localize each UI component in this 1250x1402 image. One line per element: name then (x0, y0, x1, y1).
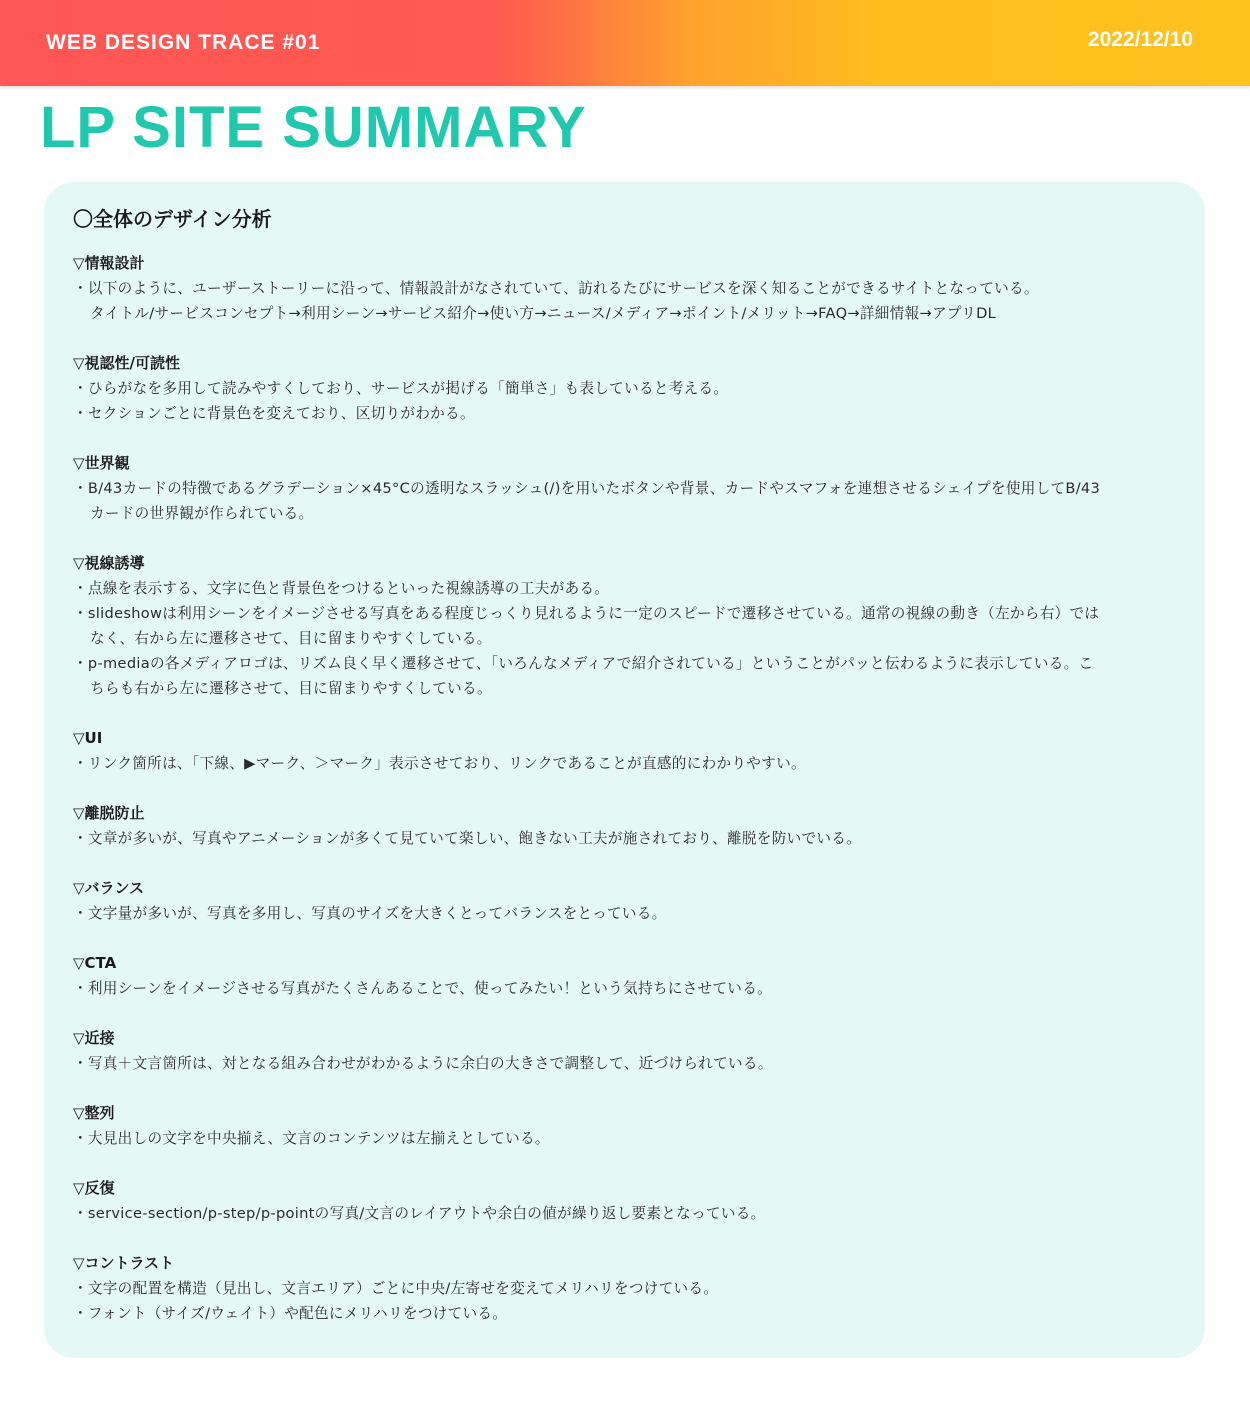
bullet-item: ・大見出しの文字を中央揃え、文言のコンテンツは左揃えとしている。 (73, 1130, 550, 1147)
section-title: ▽CTA (73, 954, 117, 972)
bullet-item: ・フォント（サイズ/ウェイト）や配色にメリハリをつけている。 (73, 1305, 508, 1322)
analysis-section (73, 1251, 1181, 1326)
bullet-item: ・リンク箇所は、「下線、▶マーク、＞マーク」表示させており、リンクであることが直感的にわかりやすい。 (73, 755, 806, 772)
bullet-item: ・利用シーンをイメージさせる写真がたくさんあることで、使ってみたい！という気持ちにさせている。 (73, 980, 772, 997)
bullet-item: ・点線を表示する、文字に色と背景色をつけるといった視線誘導の工夫がある。 (73, 580, 610, 597)
section-title: ▽視認性/可読性 (73, 354, 181, 372)
bullet-item: ・写真＋文言箇所は、対となる組み合わせがわかるように余白の大きさで調整して、近づけられている。 (73, 1055, 773, 1072)
analysis-section (73, 726, 1181, 776)
section-title: ▽離脱防止 (73, 804, 145, 822)
section-title: ▽近接 (73, 1029, 115, 1047)
analysis-section (73, 351, 1181, 426)
section-title: ▽世界観 (73, 454, 130, 472)
summary-card (44, 182, 1205, 1358)
header-label: WEB DESIGN TRACE #01 (46, 31, 321, 54)
section-title: ▽コントラスト (73, 1254, 175, 1272)
bullet-item: ・p-mediaの各メディアロゴは、リズム良く早く遷移させて、「いろんなメディアで紹介されている」ということがパッと伝わるように表示している。こ (73, 655, 1094, 672)
analysis-section (73, 801, 1181, 851)
analysis-section (73, 551, 1181, 701)
header-bar (0, 0, 1250, 86)
bullet-item: ・service-section/p-step/p-pointの写真/文言のレイアウトや余白の値が繰り返し要素となっている。 (73, 1205, 766, 1222)
bullet-item: ・文字の配置を構造（見出し、文言エリア）ごとに中央/左寄せを変えてメリハリをつけている。 (73, 1280, 719, 1297)
bullet-item: ・文字量が多いが、写真を多用し、写真のサイズを大きくとってバランスをとっている。 (73, 905, 667, 922)
section-title: ▽情報設計 (73, 254, 145, 272)
bullet-continuation: ちらも右から左に遷移させて、目に留まりやすくしている。 (90, 680, 492, 697)
bullet-item: ・ひらがなを多用して読みやすくしており、サービスが掲げる「簡単さ」も表していると考える。 (73, 380, 729, 397)
bullet-continuation: タイトル/サービスコンセプト→利用シーン→サービス紹介→使い方→ニュース/メディア→ポイント/メリット→FAQ→詳細情報→アプリDL (90, 305, 997, 322)
bullet-item: ・セクションごとに背景色を変えており、区切りがわかる。 (73, 405, 475, 422)
section-title: ▽視線誘導 (73, 554, 145, 572)
analysis-section (73, 1101, 1181, 1151)
analysis-section (73, 1026, 1181, 1076)
bullet-item: ・文章が多いが、写真やアニメーションが多くて見ていて楽しい、飽きない工夫が施されており、離脱を防いでいる。 (73, 830, 862, 847)
analysis-section (73, 251, 1181, 326)
page-title: LP SITE SUMMARY (40, 95, 587, 160)
analysis-section (73, 1176, 1181, 1226)
card-heading: 〇全体のデザイン分析 (73, 207, 272, 231)
section-title: ▽反復 (73, 1179, 115, 1197)
header-date: 2022/12/10 (1087, 28, 1193, 51)
section-title: ▽整列 (73, 1104, 115, 1122)
bullet-continuation: なく、右から左に遷移させて、目に留まりやすくしている。 (90, 630, 492, 647)
analysis-section (73, 876, 1181, 926)
section-title: ▽UI (73, 729, 103, 747)
bullet-continuation: カードの世界観が作られている。 (90, 505, 314, 522)
analysis-section (73, 951, 1181, 1001)
bullet-item: ・B/43カードの特徴であるグラデーション×45°Cの透明なスラッシュ(/)を用いたボタンや背景、カードやスマフォを連想させるシェイプを使用してB/43 (73, 480, 1101, 497)
bullet-item: ・slideshowは利用シーンをイメージさせる写真をある程度じっくり見れるように一定のスピードで遷移させている。通常の視線の動き（左から右）では (73, 605, 1100, 622)
section-title: ▽バランス (73, 879, 145, 897)
bullet-item: ・以下のように、ユーザーストーリーに沿って、情報設計がなされていて、訪れるたびにサービスを深く知ることができるサイトとなっている。 (73, 280, 1039, 297)
analysis-section (73, 451, 1181, 526)
section-list (73, 251, 1181, 1326)
